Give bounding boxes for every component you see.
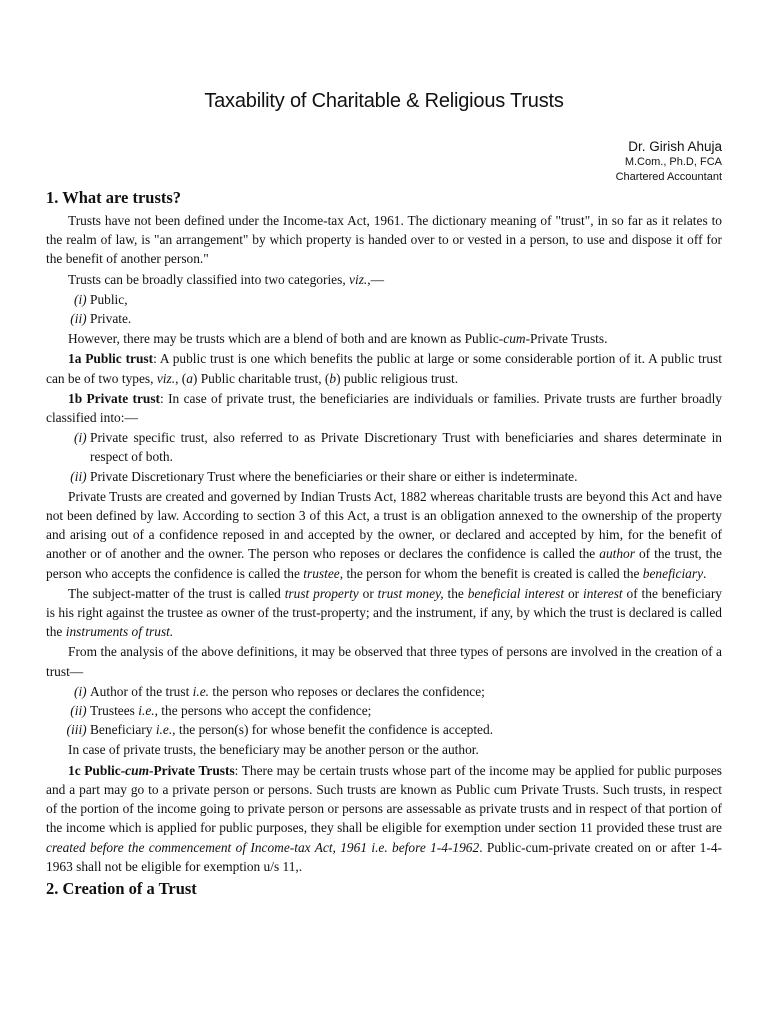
document-body [46, 187, 722, 902]
list-item: (i) Private specific trust, also referred to as Private Discretionary Trust with beneficiaries and shares determinate in respect of both. [46, 428, 722, 466]
list-number: (ii) [70, 468, 87, 484]
section-heading-what-are-trusts: 1. What are trusts? [46, 188, 182, 207]
paragraph-trust-definition: Trusts have not been defined under the Income-tax Act, 1961. The dictionary meaning of "trust", in so far as it relates to the realm of law, is "an arrangement" by which property is handed over to or vested in a person, to use and dispose it off for the benefit of another person." [46, 213, 722, 267]
paragraph-indian-trusts-act: Private Trusts are created and governed by Indian Trusts Act, 1882 whereas charitable trusts are beyond this Act and have not been defined by law. According to section 3 of this Act, a trust is an obligation annexed to the ownership of the property and arising out of a confidence reposed in and accepted by the owner, or declared and accepted by him, for the benefit of another or of another and the owner. The person who reposes or declares the confidence is called the author of the trust, the person who accepts the confidence is called the trustee, the person for whom the benefit is created is called the beneficiary. [46, 488, 722, 581]
list-item: (i) Public, [46, 290, 722, 309]
paragraph-private-beneficiary: In case of private trusts, the beneficiary may be another person or the author. [68, 742, 479, 758]
persons-list [46, 682, 722, 740]
list-number: (i) [74, 291, 87, 307]
paragraph-categories: Trusts can be broadly classified into two categories, viz.,— [68, 271, 385, 287]
document-title: Taxability of Charitable & Religious Trusts [204, 90, 564, 112]
list-number: (ii) [70, 311, 87, 327]
list-number: (i) [74, 430, 87, 446]
list-item: (ii) Private. [46, 309, 722, 328]
author-profession: Chartered Accountant [615, 171, 722, 183]
paragraph-analysis: From the analysis of the above definitions, it may be observed that three types of persons are involved in the creation of a trust— [46, 644, 722, 679]
list-number: (i) [74, 683, 87, 699]
paragraph-public-trust: 1a Public trust: A public trust is one which benefits the public at large or some considerable portion of it. A public trust can be of two types, viz., (a) Public charitable trust, (b) public religious trust. [46, 351, 722, 386]
list-item: (ii) Private Discretionary Trust where the beneficiaries or their share or either is indeterminate. [46, 467, 722, 486]
author-block [616, 139, 722, 185]
paragraph-public-cum-private: 1c Public-cum-Private Trusts: There may be certain trusts whose part of the income may be applied for public purposes and a part may go to a private person or persons. Such trusts are known as Public cum Private Trusts. Such trusts, in respect of the portion of the income going to private person or persons are assessable as private trusts and in respect of that portion of the income which is applied for public purposes, they shall be eligible for exemption under section 11 provided these trust are created before the commencement of Income-tax Act, 1961 i.e. before 1-4-1962. Public-cum-private created on or after 1-4-1963 shall not be eligible for exemption u/s 11,. [46, 762, 722, 874]
paragraph-private-trust: 1b Private trust: In case of private trust, the beneficiaries are individuals or families. Private trusts are further broadly classified into:— [46, 390, 722, 426]
list-item: (iii) Beneficiary i.e., the person(s) for whose benefit the confidence is accepted. [46, 720, 722, 739]
paragraph-blend: However, there may be trusts which are a blend of both and are known as Public-cum-Private Trusts. [68, 331, 608, 347]
list-item: (ii) Trustees i.e., the persons who accept the confidence; [46, 701, 722, 720]
section-heading-creation-of-trust: 2. Creation of a Trust [46, 878, 197, 898]
author-degrees: M.Com., Ph.D, FCA [624, 156, 722, 168]
list-number: (iii) [66, 722, 87, 738]
author-name: Dr. Girish Ahuja [628, 139, 722, 154]
paragraph-subject-matter: The subject-matter of the trust is called trust property or trust money, the beneficial interest or interest of the beneficiary is his right against the trustee as owner of the trust-property; and the instrument, if any, by which the trust is declared is called the instruments of trust. [46, 585, 722, 640]
list-item: (i) Author of the trust i.e. the person who reposes or declares the confidence; [46, 682, 722, 701]
category-list [46, 290, 722, 328]
list-number: (ii) [70, 703, 87, 719]
private-trust-list [46, 428, 722, 486]
